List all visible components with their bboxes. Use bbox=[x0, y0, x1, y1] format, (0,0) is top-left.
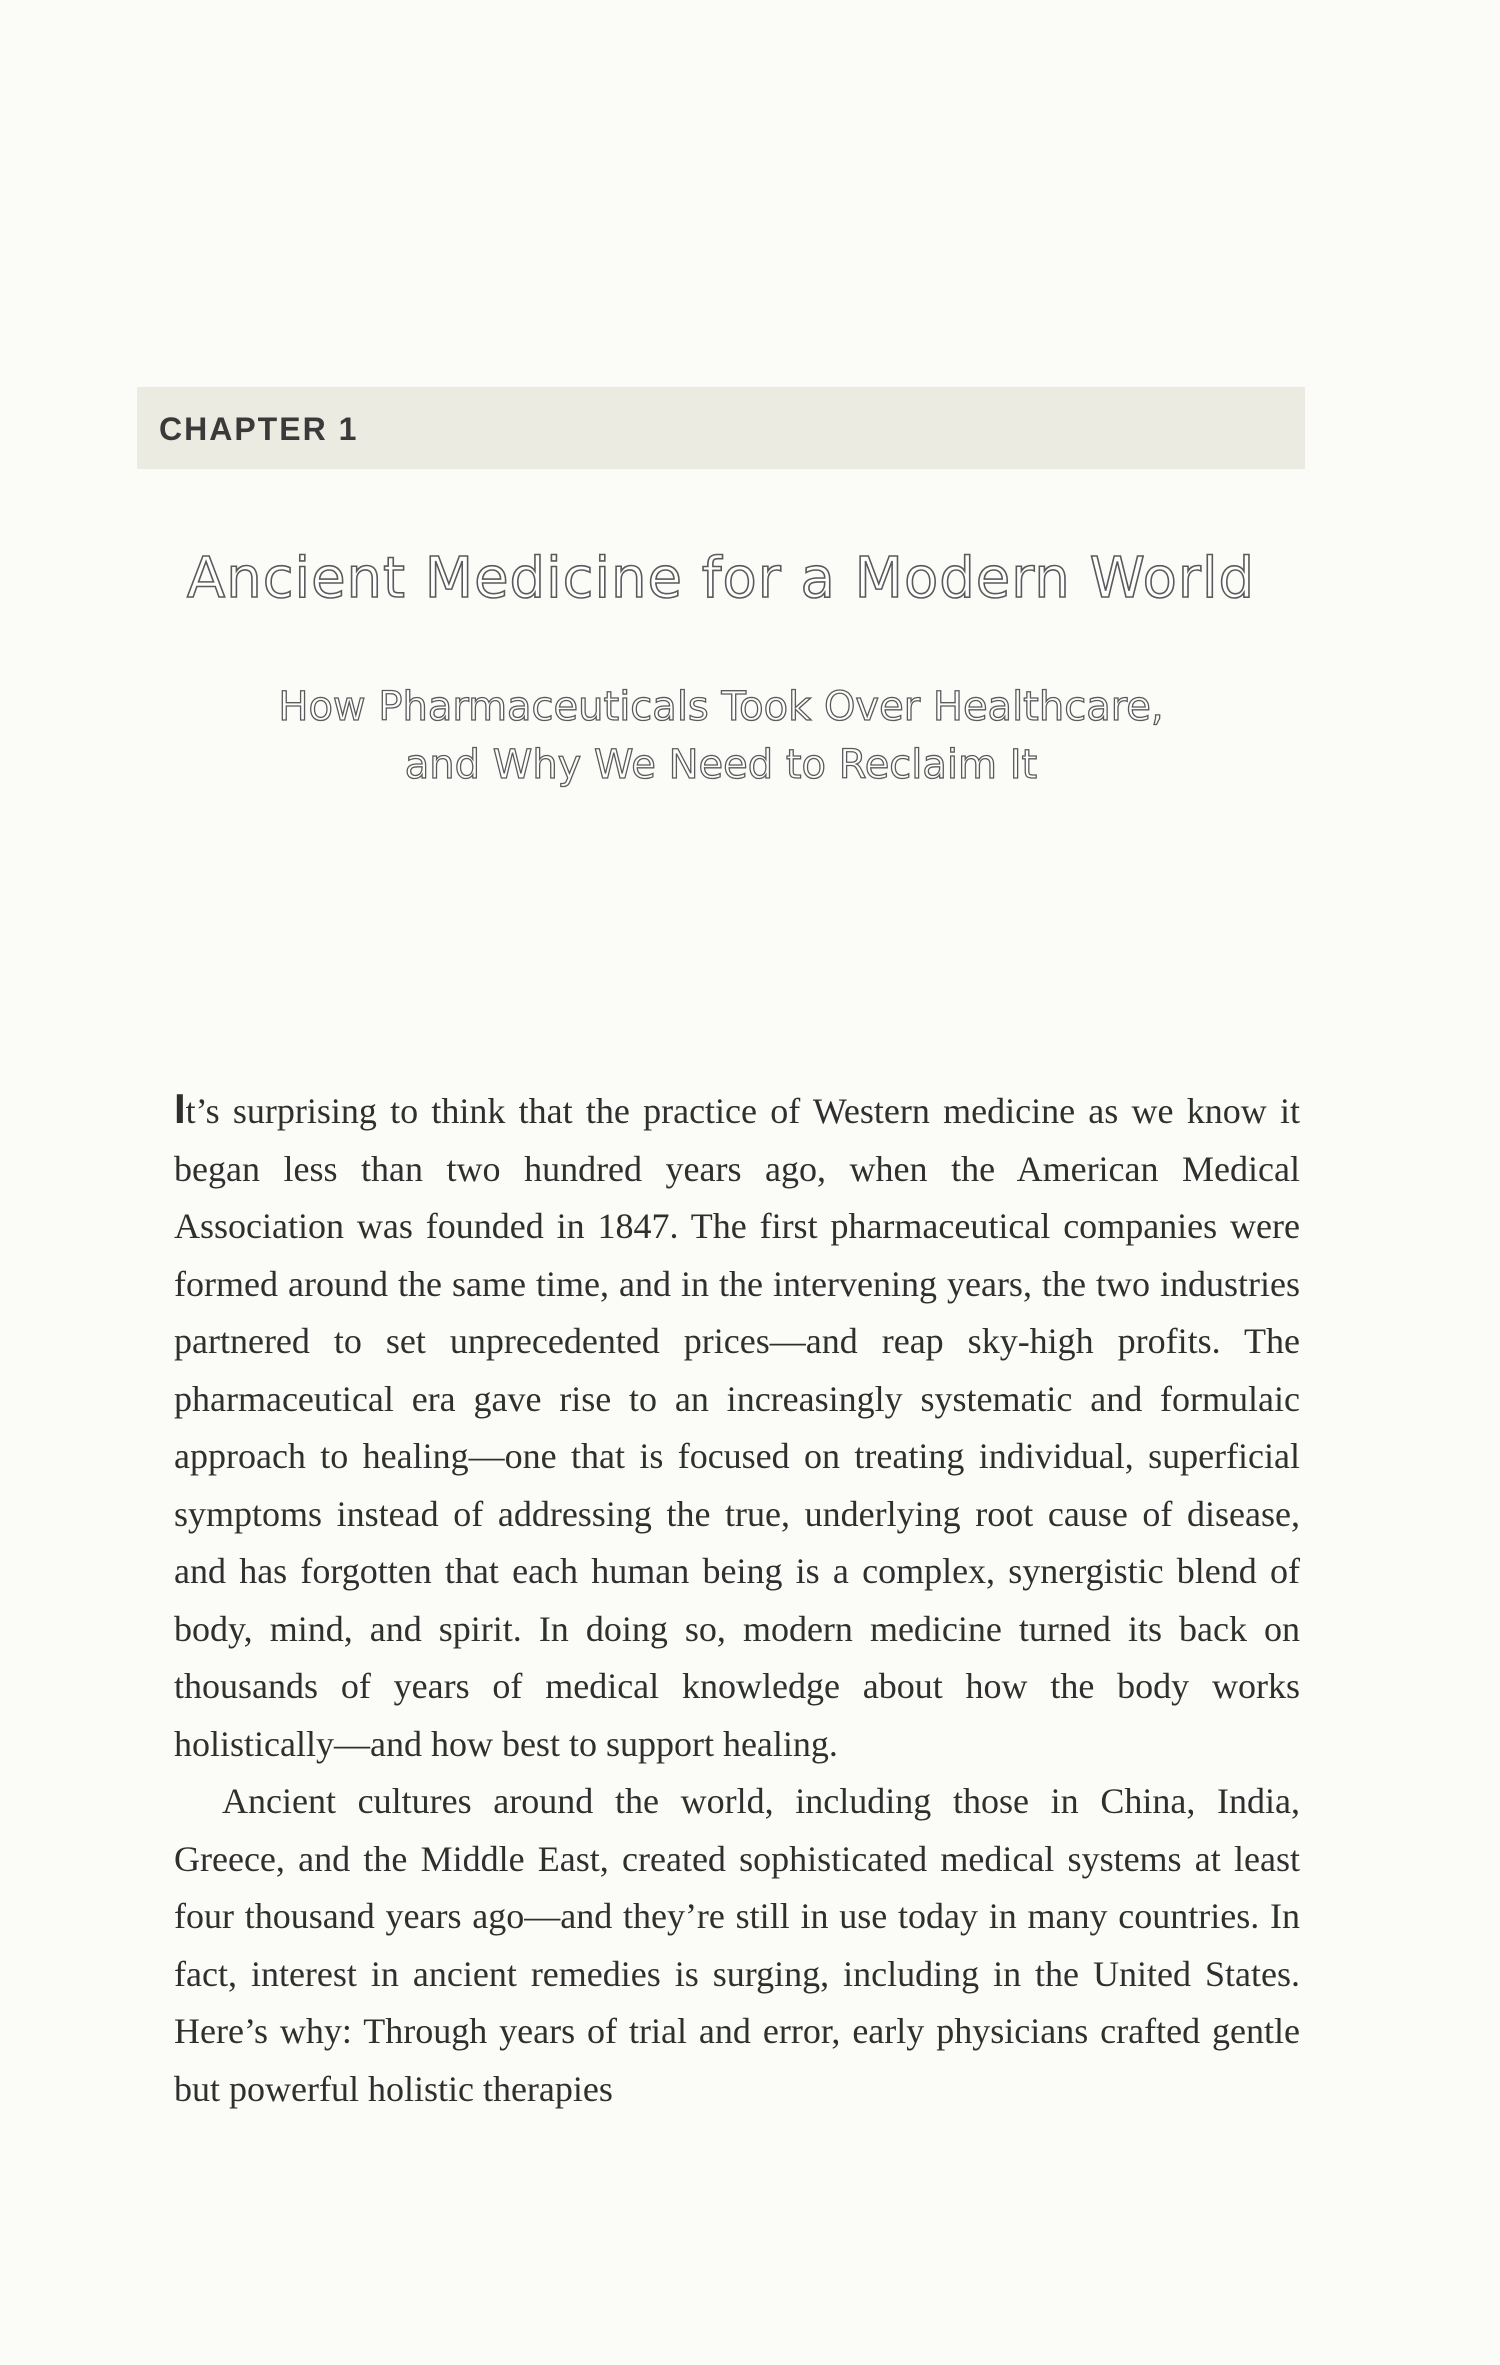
paragraph-1-text: t’s surprising to think that the practice of Western medicine as we know it began less than two hundred years ago, when the American Medical Association was founded in 1847. The first pharmaceutical companies were formed around the same time, and in the intervening years, the two industries partnered to set unprecedented prices—and reap sky-high profits. The pharmaceutical era gave rise to an increasingly systematic and formulaic approach to healing—one that is focused on treating individual, superficial symptoms instead of addressing the true, underlying root cause of disease, and has forgotten that each human being is a complex, synergistic blend of body, mind, and spirit. In doing so, modern medicine turned its back on thousands of years of medical knowledge about how the body works holistically—and how best to support healing. bbox=[174, 1091, 1300, 1764]
chapter-label: CHAPTER 1 bbox=[159, 411, 359, 447]
paragraph-2: Ancient cultures around the world, including those in China, India, Greece, and the Middle East, created sophisticated medical systems at least four thousand years ago—and they’re still in use today in many countries. In fact, interest in ancient remedies is surging, including in the United States. Here’s why: Through years of trial and error, early physicians crafted gentle but powerful holistic therapies bbox=[174, 1781, 1300, 2109]
chapter-header-band bbox=[137, 387, 1305, 469]
chapter-title: Ancient Medicine for a Modern World bbox=[186, 546, 1256, 611]
subtitle-line-2: and Why We Need to Reclaim It bbox=[404, 742, 1038, 788]
chapter-subtitle bbox=[137, 678, 1305, 794]
drop-initial: I bbox=[174, 1085, 186, 1132]
paragraph-1 bbox=[174, 1080, 1300, 1773]
body-text bbox=[174, 1080, 1300, 2118]
subtitle-line-1: How Pharmaceuticals Took Over Healthcare, bbox=[278, 684, 1164, 730]
